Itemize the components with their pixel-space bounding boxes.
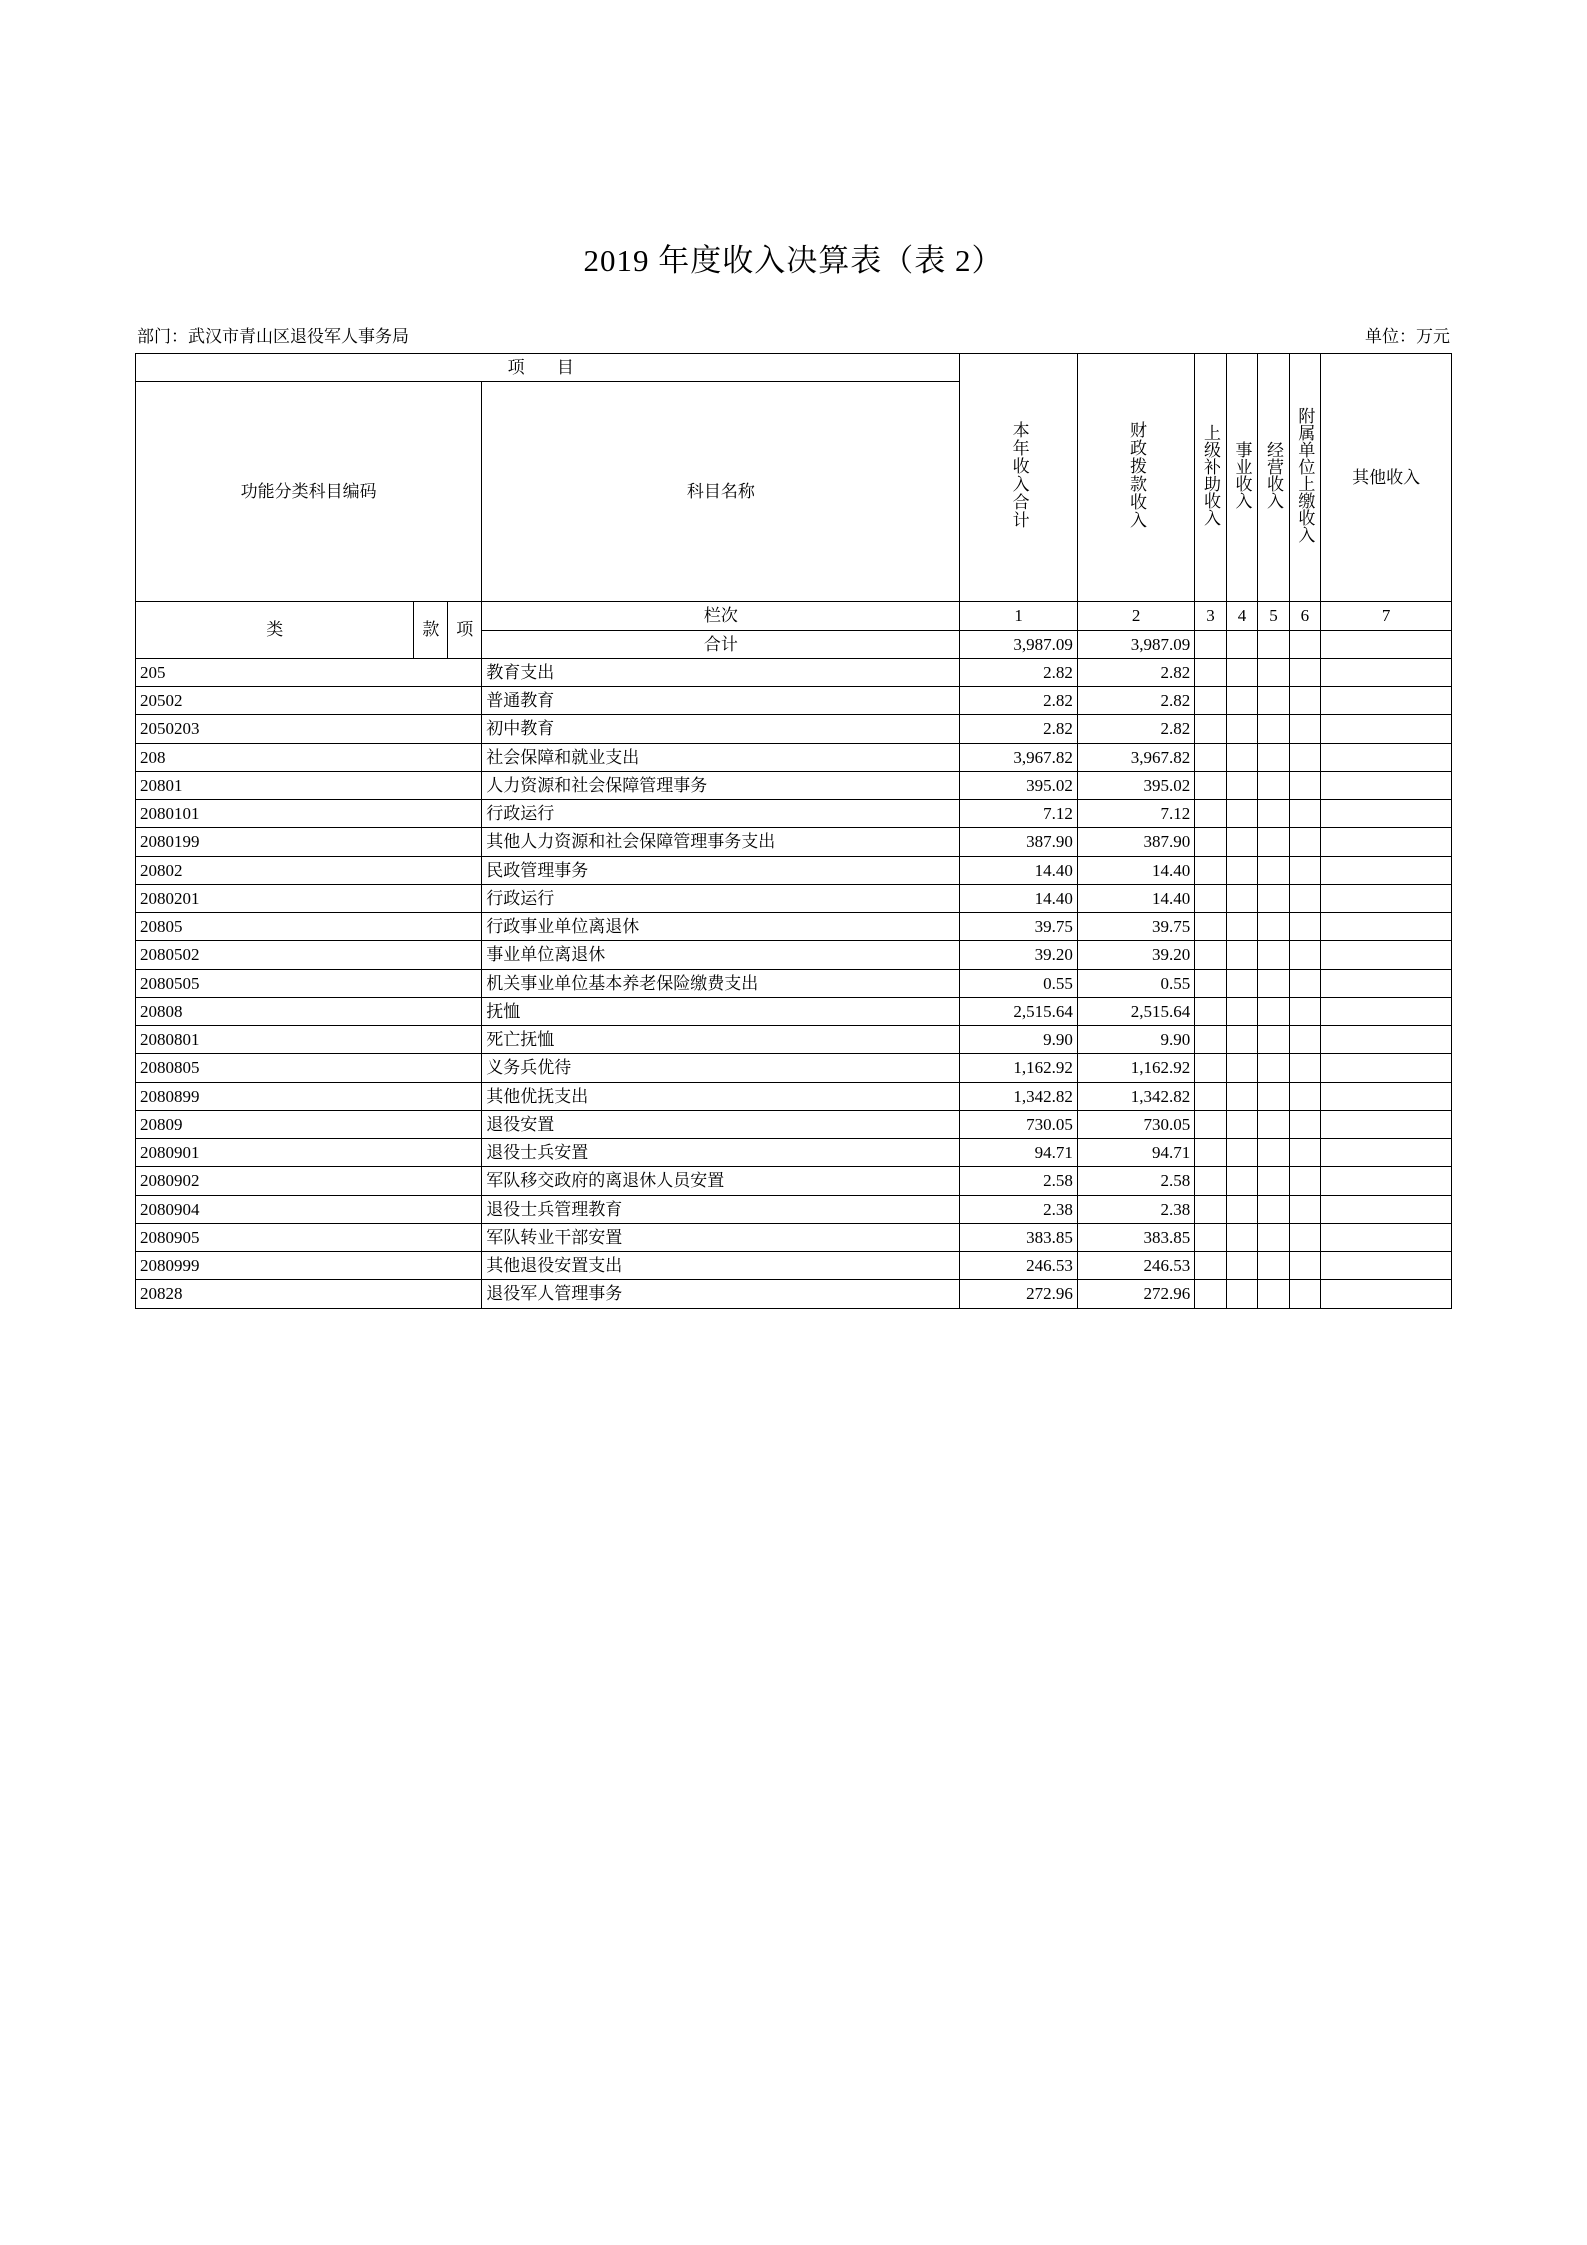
table-row [136,1280,1452,1308]
cell-business-income [1226,715,1257,743]
cell-subject-name: 其他人力资源和社会保障管理事务支出 [482,828,960,856]
cell-subject-name: 退役军人管理事务 [482,1280,960,1308]
total-value-total: 3,987.09 [960,630,1077,658]
cell-function-code: 2080901 [136,1139,482,1167]
row-index-7: 7 [1321,602,1452,630]
row-index-2: 2 [1077,602,1194,630]
header-group-item: 项 目 [136,354,960,382]
total-value-other [1321,630,1452,658]
cell-superior-subsidy [1195,771,1226,799]
cell-other-income [1321,1026,1452,1054]
cell-function-code: 2080899 [136,1082,482,1110]
cell-superior-subsidy [1195,941,1226,969]
cell-affiliated-remittance [1289,687,1320,715]
cell-fiscal-appropriation: 730.05 [1077,1110,1194,1138]
cell-fiscal-appropriation: 14.40 [1077,884,1194,912]
cell-total-income: 2,515.64 [960,997,1077,1025]
cell-affiliated-remittance [1289,1223,1320,1251]
header-business-income-label: 事业收入 [1232,441,1252,509]
cell-operating-income [1258,1280,1289,1308]
cell-other-income [1321,1167,1452,1195]
cell-operating-income [1258,828,1289,856]
cell-business-income [1226,969,1257,997]
cell-fiscal-appropriation: 1,162.92 [1077,1054,1194,1082]
table-row [136,658,1452,686]
cell-total-income: 1,342.82 [960,1082,1077,1110]
cell-total-income: 3,967.82 [960,743,1077,771]
cell-superior-subsidy [1195,687,1226,715]
cell-function-code: 2080201 [136,884,482,912]
table-row [136,715,1452,743]
cell-superior-subsidy [1195,969,1226,997]
cell-operating-income [1258,1195,1289,1223]
cell-affiliated-remittance [1289,743,1320,771]
cell-operating-income [1258,1139,1289,1167]
header-business-income [1226,354,1257,602]
table-row [136,743,1452,771]
cell-fiscal-appropriation: 14.40 [1077,856,1194,884]
cell-other-income [1321,1054,1452,1082]
header-superior-subsidy-label: 上级补助收入 [1201,424,1221,526]
cell-affiliated-remittance [1289,913,1320,941]
cell-other-income [1321,856,1452,884]
header-affiliated-remittance [1289,354,1320,602]
cell-superior-subsidy [1195,1167,1226,1195]
cell-superior-subsidy [1195,828,1226,856]
cell-total-income: 2.58 [960,1167,1077,1195]
cell-function-code: 20828 [136,1280,482,1308]
cell-subject-name: 义务兵优待 [482,1054,960,1082]
cell-superior-subsidy [1195,997,1226,1025]
cell-business-income [1226,913,1257,941]
cell-other-income [1321,800,1452,828]
header-function-code: 功能分类科目编码 [136,382,482,602]
cell-other-income [1321,715,1452,743]
cell-total-income: 2.82 [960,687,1077,715]
cell-subject-name: 机关事业单位基本养老保险缴费支出 [482,969,960,997]
cell-total-income: 395.02 [960,771,1077,799]
cell-other-income [1321,941,1452,969]
cell-function-code: 20809 [136,1110,482,1138]
cell-fiscal-appropriation: 3,967.82 [1077,743,1194,771]
cell-subject-name: 退役士兵管理教育 [482,1195,960,1223]
cell-business-income [1226,884,1257,912]
table-row [136,1110,1452,1138]
cell-business-income [1226,1223,1257,1251]
total-value-business [1226,630,1257,658]
header-fiscal-appropriation-label: 财政拨款收入 [1126,421,1146,529]
table-row [136,856,1452,884]
cell-subject-name: 民政管理事务 [482,856,960,884]
cell-other-income [1321,658,1452,686]
cell-operating-income [1258,1082,1289,1110]
cell-superior-subsidy [1195,884,1226,912]
cell-affiliated-remittance [1289,658,1320,686]
cell-function-code: 2080502 [136,941,482,969]
table-row [136,969,1452,997]
table-row [136,1252,1452,1280]
header-subject-name: 科目名称 [482,382,960,602]
cell-subject-name: 抚恤 [482,997,960,1025]
cell-business-income [1226,743,1257,771]
cell-function-code: 20805 [136,913,482,941]
cell-other-income [1321,828,1452,856]
cell-fiscal-appropriation: 2.58 [1077,1167,1194,1195]
cell-function-code: 205 [136,658,482,686]
cell-superior-subsidy [1195,1280,1226,1308]
cell-fiscal-appropriation: 2.38 [1077,1195,1194,1223]
cell-affiliated-remittance [1289,1252,1320,1280]
cell-other-income [1321,1280,1452,1308]
cell-affiliated-remittance [1289,1082,1320,1110]
cell-affiliated-remittance [1289,1195,1320,1223]
header-section: 款 [414,602,448,659]
cell-function-code: 208 [136,743,482,771]
cell-affiliated-remittance [1289,884,1320,912]
cell-subject-name: 初中教育 [482,715,960,743]
cell-affiliated-remittance [1289,1167,1320,1195]
row-index-label: 栏次 [482,602,960,630]
cell-business-income [1226,1195,1257,1223]
cell-affiliated-remittance [1289,1280,1320,1308]
cell-total-income: 246.53 [960,1252,1077,1280]
cell-other-income [1321,1082,1452,1110]
cell-operating-income [1258,1223,1289,1251]
cell-function-code: 2080999 [136,1252,482,1280]
cell-subject-name: 退役士兵安置 [482,1139,960,1167]
cell-superior-subsidy [1195,743,1226,771]
cell-other-income [1321,1223,1452,1251]
cell-subject-name: 死亡抚恤 [482,1026,960,1054]
cell-affiliated-remittance [1289,1110,1320,1138]
cell-superior-subsidy [1195,1110,1226,1138]
cell-other-income [1321,1195,1452,1223]
cell-function-code: 20502 [136,687,482,715]
cell-subject-name: 退役安置 [482,1110,960,1138]
cell-other-income [1321,1110,1452,1138]
cell-affiliated-remittance [1289,969,1320,997]
header-superior-subsidy [1195,354,1226,602]
table-header-row-group [136,354,1452,382]
cell-affiliated-remittance [1289,856,1320,884]
table-row [136,800,1452,828]
cell-function-code: 2080801 [136,1026,482,1054]
cell-operating-income [1258,687,1289,715]
table-row [136,913,1452,941]
table-row [136,771,1452,799]
cell-subject-name: 其他优抚支出 [482,1082,960,1110]
cell-fiscal-appropriation: 7.12 [1077,800,1194,828]
cell-subject-name: 事业单位离退休 [482,941,960,969]
unit-label: 单位：万元 [1365,327,1450,346]
row-index-4: 4 [1226,602,1257,630]
header-operating-income [1258,354,1289,602]
cell-subject-name: 人力资源和社会保障管理事务 [482,771,960,799]
cell-business-income [1226,658,1257,686]
cell-fiscal-appropriation: 9.90 [1077,1026,1194,1054]
cell-fiscal-appropriation: 2.82 [1077,715,1194,743]
cell-other-income [1321,743,1452,771]
cell-operating-income [1258,884,1289,912]
header-total-income [960,354,1077,602]
header-affiliated-remittance-label: 附属单位上缴收入 [1295,407,1315,543]
cell-other-income [1321,997,1452,1025]
cell-operating-income [1258,1110,1289,1138]
cell-fiscal-appropriation: 2.82 [1077,687,1194,715]
cell-other-income [1321,969,1452,997]
cell-total-income: 0.55 [960,969,1077,997]
cell-other-income [1321,913,1452,941]
cell-total-income: 14.40 [960,884,1077,912]
cell-total-income: 94.71 [960,1139,1077,1167]
cell-subject-name: 普通教育 [482,687,960,715]
cell-business-income [1226,800,1257,828]
cell-total-income: 2.82 [960,658,1077,686]
cell-business-income [1226,1082,1257,1110]
cell-fiscal-appropriation: 0.55 [1077,969,1194,997]
cell-affiliated-remittance [1289,941,1320,969]
table-row [136,828,1452,856]
header-item: 项 [448,602,482,659]
cell-subject-name: 社会保障和就业支出 [482,743,960,771]
cell-superior-subsidy [1195,856,1226,884]
header-class: 类 [136,602,414,659]
cell-business-income [1226,1110,1257,1138]
cell-total-income: 2.38 [960,1195,1077,1223]
cell-function-code: 2080505 [136,969,482,997]
cell-operating-income [1258,771,1289,799]
cell-fiscal-appropriation: 94.71 [1077,1139,1194,1167]
cell-business-income [1226,1280,1257,1308]
cell-business-income [1226,856,1257,884]
cell-affiliated-remittance [1289,997,1320,1025]
table-row [136,687,1452,715]
cell-affiliated-remittance [1289,1139,1320,1167]
cell-operating-income [1258,1026,1289,1054]
cell-total-income: 9.90 [960,1026,1077,1054]
cell-total-income: 14.40 [960,856,1077,884]
header-other-income-label: 其他收入 [1352,468,1421,487]
cell-total-income: 2.82 [960,715,1077,743]
cell-function-code: 2080904 [136,1195,482,1223]
header-other-income [1321,354,1452,602]
cell-total-income: 1,162.92 [960,1054,1077,1082]
cell-superior-subsidy [1195,1054,1226,1082]
total-value-superior [1195,630,1226,658]
cell-superior-subsidy [1195,1223,1226,1251]
cell-subject-name: 行政运行 [482,884,960,912]
cell-subject-name: 其他退役安置支出 [482,1252,960,1280]
cell-operating-income [1258,856,1289,884]
total-value-operating [1258,630,1289,658]
cell-superior-subsidy [1195,715,1226,743]
cell-function-code: 2050203 [136,715,482,743]
table-row [136,1223,1452,1251]
total-value-fiscal: 3,987.09 [1077,630,1194,658]
cell-affiliated-remittance [1289,828,1320,856]
cell-superior-subsidy [1195,1026,1226,1054]
cell-affiliated-remittance [1289,1054,1320,1082]
cell-fiscal-appropriation: 246.53 [1077,1252,1194,1280]
table-row [136,1026,1452,1054]
cell-business-income [1226,1026,1257,1054]
cell-affiliated-remittance [1289,771,1320,799]
total-value-affiliated [1289,630,1320,658]
row-index-6: 6 [1289,602,1320,630]
cell-fiscal-appropriation: 383.85 [1077,1223,1194,1251]
cell-other-income [1321,687,1452,715]
cell-function-code: 20808 [136,997,482,1025]
income-final-accounts-table [135,353,1452,1309]
cell-function-code: 2080905 [136,1223,482,1251]
cell-superior-subsidy [1195,1139,1226,1167]
cell-total-income: 39.75 [960,913,1077,941]
cell-subject-name: 军队转业干部安置 [482,1223,960,1251]
cell-business-income [1226,1054,1257,1082]
cell-business-income [1226,997,1257,1025]
page-title: 2019 年度收入决算表（表 2） [583,243,1004,278]
cell-function-code: 2080805 [136,1054,482,1082]
cell-superior-subsidy [1195,658,1226,686]
cell-business-income [1226,1167,1257,1195]
cell-total-income: 7.12 [960,800,1077,828]
cell-operating-income [1258,743,1289,771]
header-operating-income-label: 经营收入 [1263,441,1283,509]
cell-superior-subsidy [1195,1195,1226,1223]
cell-operating-income [1258,969,1289,997]
table-row [136,1139,1452,1167]
cell-superior-subsidy [1195,913,1226,941]
cell-operating-income [1258,1054,1289,1082]
cell-superior-subsidy [1195,800,1226,828]
table-row [136,884,1452,912]
cell-fiscal-appropriation: 39.20 [1077,941,1194,969]
cell-fiscal-appropriation: 2,515.64 [1077,997,1194,1025]
row-index-3: 3 [1195,602,1226,630]
cell-operating-income [1258,1167,1289,1195]
cell-operating-income [1258,997,1289,1025]
cell-function-code: 2080902 [136,1167,482,1195]
cell-fiscal-appropriation: 395.02 [1077,771,1194,799]
cell-total-income: 730.05 [960,1110,1077,1138]
table-row [136,1195,1452,1223]
table-header-row-index [136,602,1452,630]
cell-affiliated-remittance [1289,715,1320,743]
cell-other-income [1321,1139,1452,1167]
cell-operating-income [1258,800,1289,828]
cell-subject-name: 行政事业单位离退休 [482,913,960,941]
cell-subject-name: 行政运行 [482,800,960,828]
cell-operating-income [1258,941,1289,969]
cell-subject-name: 军队移交政府的离退休人员安置 [482,1167,960,1195]
cell-function-code: 2080101 [136,800,482,828]
cell-subject-name: 教育支出 [482,658,960,686]
table-row [136,941,1452,969]
meta-row [135,322,1452,353]
table-row [136,1082,1452,1110]
cell-business-income [1226,1139,1257,1167]
cell-business-income [1226,771,1257,799]
cell-business-income [1226,828,1257,856]
cell-function-code: 20802 [136,856,482,884]
cell-total-income: 387.90 [960,828,1077,856]
cell-other-income [1321,771,1452,799]
cell-operating-income [1258,658,1289,686]
cell-affiliated-remittance [1289,1026,1320,1054]
cell-function-code: 2080199 [136,828,482,856]
cell-business-income [1226,941,1257,969]
cell-business-income [1226,687,1257,715]
cell-operating-income [1258,1252,1289,1280]
cell-operating-income [1258,715,1289,743]
department-label: 部门：武汉市青山区退役军人事务局 [137,327,409,346]
cell-fiscal-appropriation: 1,342.82 [1077,1082,1194,1110]
table-row [136,997,1452,1025]
table-row [136,1054,1452,1082]
cell-fiscal-appropriation: 272.96 [1077,1280,1194,1308]
cell-affiliated-remittance [1289,800,1320,828]
cell-business-income [1226,1252,1257,1280]
row-index-5: 5 [1258,602,1289,630]
row-index-1: 1 [960,602,1077,630]
table-row [136,1167,1452,1195]
cell-total-income: 272.96 [960,1280,1077,1308]
cell-fiscal-appropriation: 387.90 [1077,828,1194,856]
cell-superior-subsidy [1195,1252,1226,1280]
cell-other-income [1321,1252,1452,1280]
header-total-income-label: 本年收入合计 [1009,421,1029,529]
cell-operating-income [1258,913,1289,941]
cell-fiscal-appropriation: 39.75 [1077,913,1194,941]
cell-total-income: 39.20 [960,941,1077,969]
header-fiscal-appropriation [1077,354,1194,602]
cell-fiscal-appropriation: 2.82 [1077,658,1194,686]
cell-superior-subsidy [1195,1082,1226,1110]
cell-other-income [1321,884,1452,912]
total-label: 合计 [482,630,960,658]
cell-function-code: 20801 [136,771,482,799]
cell-total-income: 383.85 [960,1223,1077,1251]
